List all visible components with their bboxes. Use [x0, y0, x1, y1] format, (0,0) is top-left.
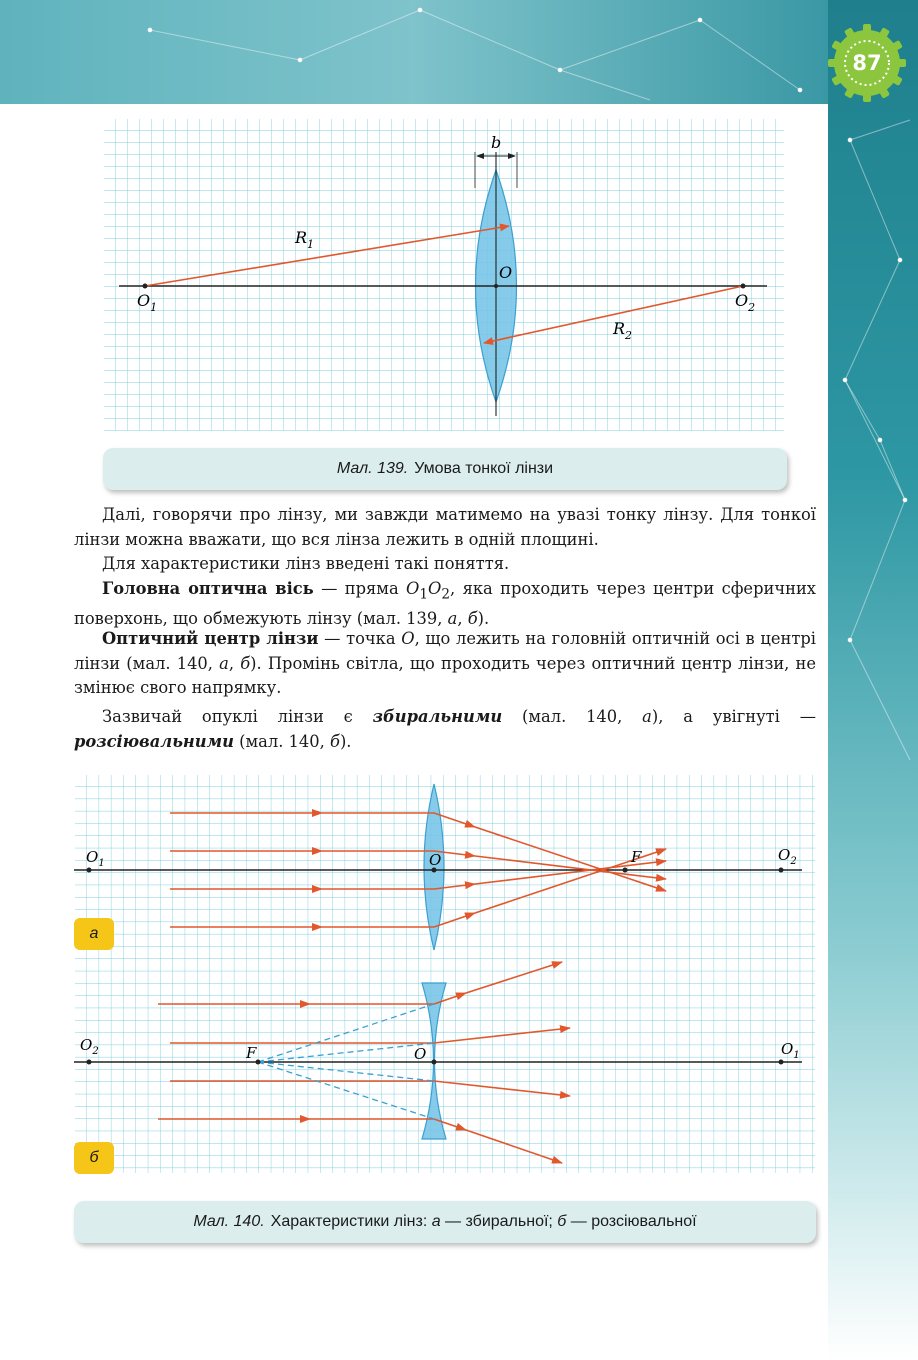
label-o1-b: $O_1$ [781, 1040, 800, 1061]
label-o2-b: $O_2$ [80, 1036, 99, 1057]
paragraph-4: Оптичний центр лінзи — точка O, що лежить на головній оптичній осі в центрі лінзи (мал. 140, а, б). Промінь світла, що проходить через оптичний центр лінзи, не змінює свого напрямку. [74, 629, 816, 697]
label-r2: $R_2$ [613, 319, 633, 342]
grid-background [74, 774, 816, 1174]
label-o1-a: $O_1$ [86, 848, 105, 869]
label-o-a: O [429, 851, 442, 869]
figure-139-caption [103, 448, 787, 490]
label-o-b: O [414, 1045, 427, 1063]
paragraph-5: Зазвичай опуклі лінзи є збиральними (мал. 140, а), а увігнуті — розсіювальними (мал. 140, б). [74, 707, 816, 751]
label-o1: $O_1$ [137, 291, 158, 314]
paragraph-2: Для характеристики лінз введені такі поняття. [102, 554, 510, 573]
label-f-b: F [246, 1044, 257, 1062]
figure-140 [74, 774, 816, 1174]
label-o2: $O_2$ [735, 291, 756, 314]
paragraph-1: Далі, говорячи про лінзу, ми завжди матимемо на увазі тонку лінзу. Для тонкої лінзи можна вважати, що вся лінза лежить в одній площині. [74, 505, 816, 549]
panel-b-tag: б [74, 1142, 114, 1174]
caption-text: Характеристики лінз: а — збиральної; б — розсіювальної [270, 1213, 697, 1230]
label-b: b [491, 133, 502, 152]
point-o [494, 284, 498, 288]
label-r1: $R_1$ [295, 228, 315, 251]
figure-139 [103, 118, 785, 432]
caption-label: Мал. 140. [193, 1213, 265, 1230]
grid-background [103, 118, 785, 432]
caption-text: Умова тонкої лінзи [414, 460, 554, 477]
figure-140-caption [74, 1201, 816, 1243]
point-o2 [741, 284, 746, 289]
label-o2-a: $O_2$ [778, 846, 797, 867]
label-f-a: F [631, 848, 642, 866]
caption-label: Мал. 139. [336, 460, 409, 477]
paragraph-3: Головна оптична вісь — пряма $O_1O_2$, яка проходить через центри сферичних поверхонь, що обмежують лінзу (мал. 139, а, б). [74, 579, 816, 628]
point-o1 [143, 284, 148, 289]
panel-a-tag: а [74, 918, 114, 950]
page-number: 87 [852, 51, 882, 75]
label-o: O [499, 263, 513, 282]
